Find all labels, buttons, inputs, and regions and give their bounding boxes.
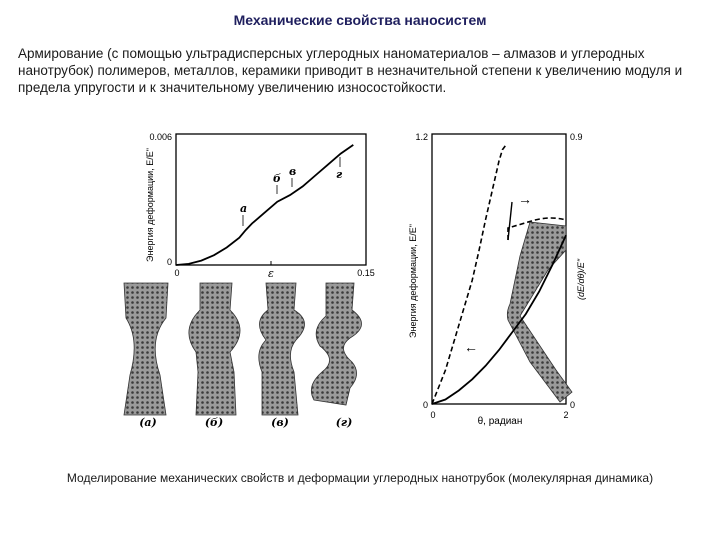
annotation-a: а [240,202,248,215]
annotation-g: г [336,168,343,181]
right-xtick-zero: 0 [430,410,436,420]
left-xtick-end: 0.15 [357,268,375,278]
right-ylabel-secondary: (dE/dθ)/E" [576,258,586,300]
left-xlabel: ε [268,267,274,280]
left-xtick-zero: 0 [174,268,180,278]
right-ytick-top: 1.2 [415,132,428,142]
right-xlabel: θ, радиан [477,416,523,427]
panel-label-a: (а) [139,416,157,429]
arrow-left: ← [464,339,478,355]
right-ytick-zero: 0 [422,400,428,410]
page-title: Механические свойства наносистем [233,12,487,28]
panel-label-d: (г) [335,416,353,429]
arrow-right: → [518,191,532,207]
right-y2tick-top: 0.9 [570,132,583,142]
right-ylabel: Энергия деформации, E/E" [408,224,418,338]
right-y2tick-zero: 0 [570,400,576,410]
right-xtick-end: 2 [563,410,569,420]
left-ylabel: Энергия деформации, E/E" [145,148,155,262]
annotation-b: б [273,172,281,185]
figure-caption: Моделирование механических свойств и деформации углеродных нанотрубок (молекулярная динамика) [66,471,654,485]
panel-label-b: (б) [204,416,224,429]
body-paragraph: Армирование (с помощью ультрадисперсных углеродных наноматериалов – алмазов и углеродных нанотрубок) полимеров, металлов, керамики приводит в незначительной степени к увеличению модуля и предела упругости и к значительному увеличению износостойкости. [18,46,683,95]
annotation-v: в [289,165,297,178]
panel-label-c: (в) [271,416,289,429]
left-ytick-top: 0.006 [149,132,172,142]
left-ytick-zero: 0 [166,257,172,267]
